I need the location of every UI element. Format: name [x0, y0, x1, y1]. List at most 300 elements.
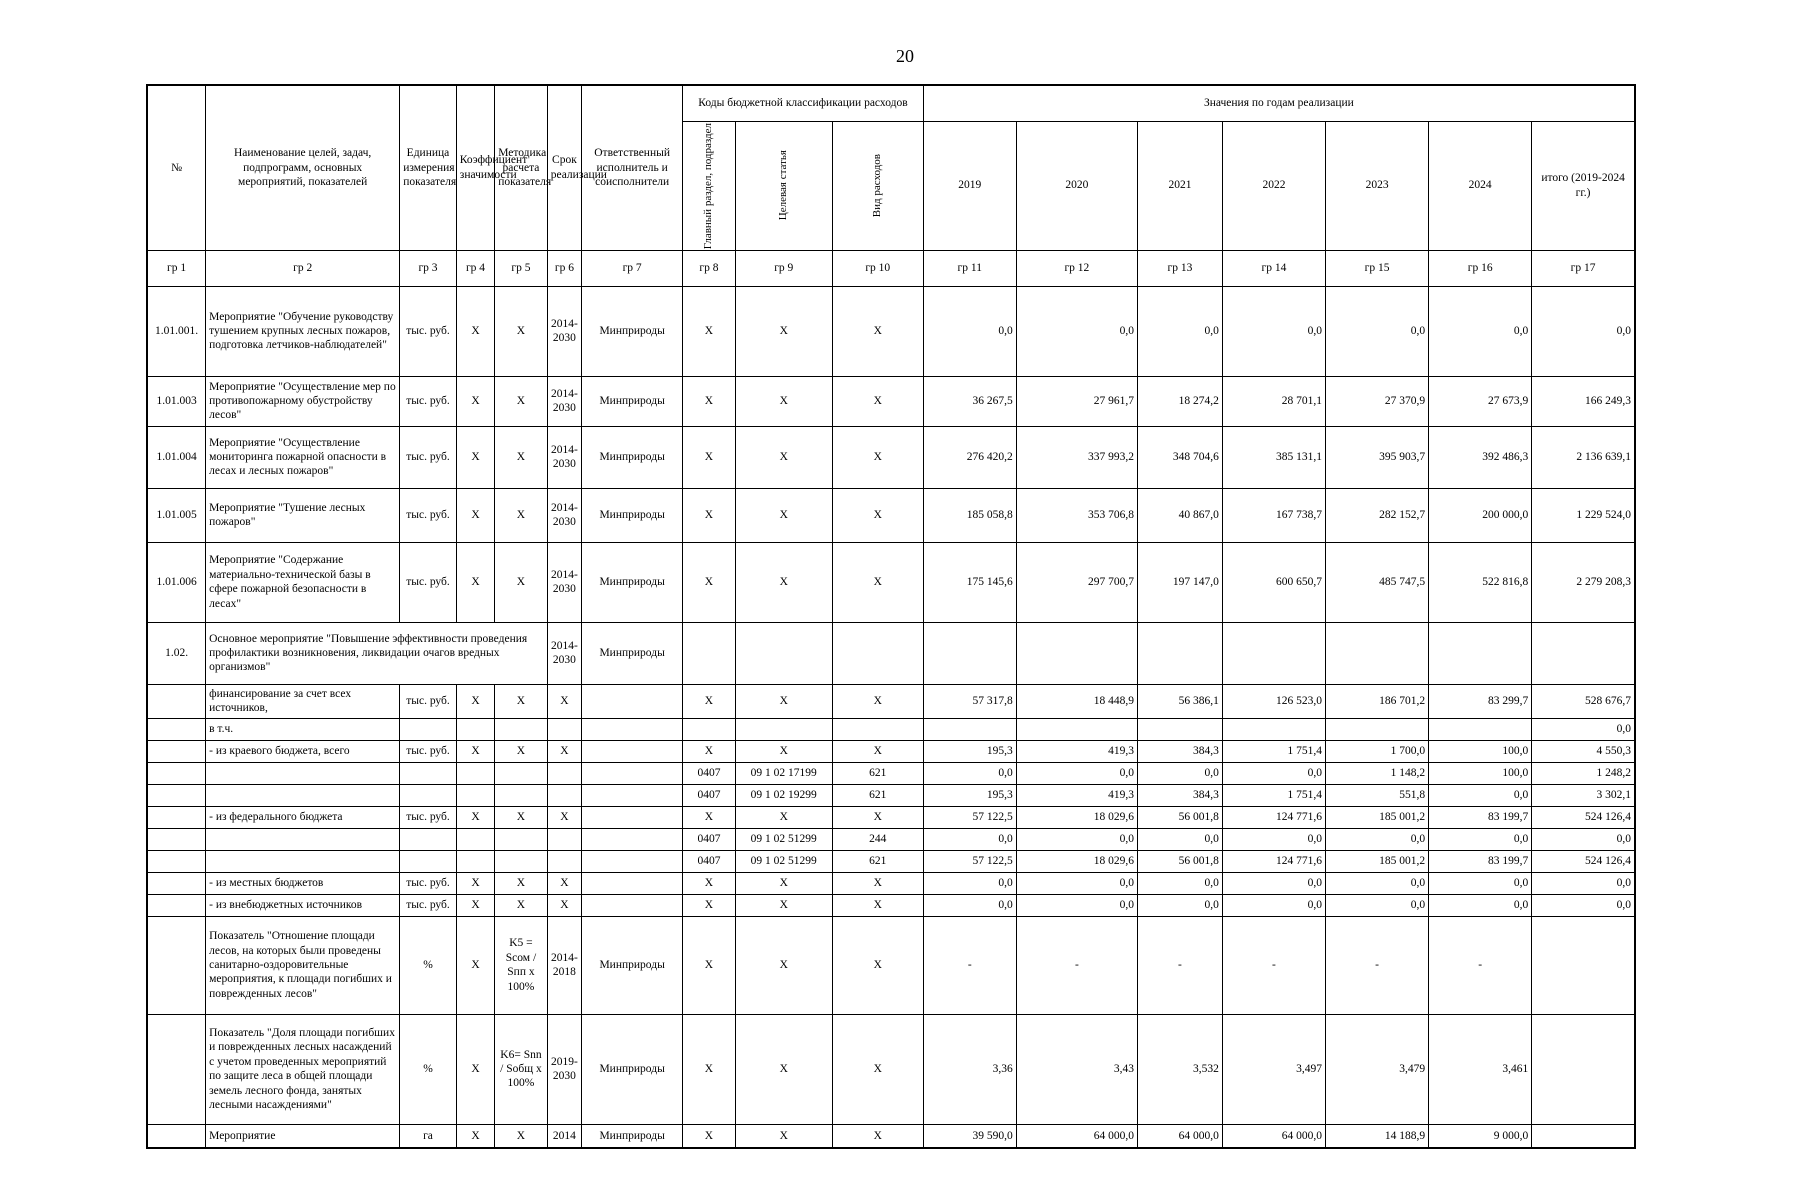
empty-cell: [1532, 622, 1635, 684]
row-coef: X: [456, 426, 494, 488]
row-code-target: 09 1 02 51299: [735, 828, 832, 850]
row-term: X: [547, 740, 581, 762]
empty-cell: [1016, 622, 1137, 684]
row-total: 2 136 639,1: [1532, 426, 1635, 488]
row-year-value: 297 700,7: [1016, 542, 1137, 622]
row-number: 1.02.: [147, 622, 206, 684]
header-codes-group: Коды бюджетной классификации расходов: [683, 85, 924, 121]
row-number: [147, 718, 206, 740]
row-code-section: X: [683, 806, 736, 828]
row-year-value: 185 001,2: [1326, 806, 1429, 828]
col-number: гр 16: [1429, 250, 1532, 286]
header-total: итого (2019-2024 гг.): [1532, 121, 1635, 250]
column-number-row: [147, 250, 1635, 286]
header-resp: Ответственный исполнитель и соисполнители: [582, 85, 683, 250]
row-code-type: [832, 718, 923, 740]
row-total: 1 248,2: [1532, 762, 1635, 784]
row-code-target: X: [735, 916, 832, 1014]
row-code-section: 0407: [683, 762, 736, 784]
row-year-value: 1 751,4: [1222, 740, 1325, 762]
row-year-value: -: [1222, 916, 1325, 1014]
row-number: [147, 784, 206, 806]
empty-cell: [1326, 622, 1429, 684]
row-name: [206, 828, 400, 850]
event-row: [147, 286, 1635, 376]
financing-row: [147, 850, 1635, 872]
row-year-value: 0,0: [1429, 784, 1532, 806]
row-year-value: 9 000,0: [1429, 1124, 1532, 1148]
row-year-value: 0,0: [923, 872, 1016, 894]
indicator-row: [147, 1124, 1635, 1148]
row-resp: Минприроды: [582, 488, 683, 542]
row-resp: Минприроды: [582, 916, 683, 1014]
row-year-value: 124 771,6: [1222, 850, 1325, 872]
row-code-section: 0407: [683, 784, 736, 806]
row-year-value: 56 386,1: [1138, 684, 1223, 718]
financing-row: [147, 718, 1635, 740]
row-year-value: 419,3: [1016, 784, 1137, 806]
row-method: X: [495, 740, 548, 762]
header-row-1: [147, 85, 1635, 121]
row-code-type: X: [832, 894, 923, 916]
row-total: 2 279 208,3: [1532, 542, 1635, 622]
row-code-section: X: [683, 684, 736, 718]
row-year-value: 0,0: [1222, 762, 1325, 784]
col-number: гр 9: [735, 250, 832, 286]
row-year-value: 27 673,9: [1429, 376, 1532, 426]
header-year: 2019: [923, 121, 1016, 250]
header-coef: Коэффициент значимости: [456, 85, 494, 250]
row-total: 0,0: [1532, 828, 1635, 850]
row-total: 0,0: [1532, 872, 1635, 894]
row-resp: [582, 850, 683, 872]
row-year-value: 0,0: [1016, 894, 1137, 916]
row-unit: [400, 828, 457, 850]
financing-row: [147, 828, 1635, 850]
row-method: X: [495, 376, 548, 426]
row-year-value: 485 747,5: [1326, 542, 1429, 622]
row-year-value: 348 704,6: [1138, 426, 1223, 488]
row-total: 0,0: [1532, 894, 1635, 916]
row-method: [495, 718, 548, 740]
row-year-value: 167 738,7: [1222, 488, 1325, 542]
header-year: 2023: [1326, 121, 1429, 250]
row-year-value: 0,0: [1138, 286, 1223, 376]
row-code-target: X: [735, 286, 832, 376]
col-number: гр 3: [400, 250, 457, 286]
row-year-value: 0,0: [1016, 286, 1137, 376]
row-year-value: 186 701,2: [1326, 684, 1429, 718]
header-year: 2021: [1138, 121, 1223, 250]
row-unit: тыс. руб.: [400, 894, 457, 916]
row-name: Мероприятие "Обучение руководству тушением крупных лесных пожаров, подготовка летчиков-наблюдателей": [206, 286, 400, 376]
row-number: [147, 762, 206, 784]
row-resp: [582, 894, 683, 916]
financing-row: [147, 762, 1635, 784]
row-year-value: [1222, 718, 1325, 740]
row-resp: Минприроды: [582, 426, 683, 488]
row-unit: тыс. руб.: [400, 426, 457, 488]
row-year-value: 175 145,6: [923, 542, 1016, 622]
header-name: Наименование целей, задач, подпрограмм, основных мероприятий, показателей: [206, 85, 400, 250]
row-method: X: [495, 488, 548, 542]
row-term: 2014-2030: [547, 542, 581, 622]
row-total: 528 676,7: [1532, 684, 1635, 718]
row-resp: Минприроды: [582, 286, 683, 376]
row-code-target: X: [735, 1014, 832, 1124]
row-year-value: 64 000,0: [1138, 1124, 1223, 1148]
row-method: [495, 762, 548, 784]
row-year-value: 83 299,7: [1429, 684, 1532, 718]
row-total: 524 126,4: [1532, 850, 1635, 872]
row-code-section: 0407: [683, 828, 736, 850]
row-coef: X: [456, 806, 494, 828]
row-name: [206, 762, 400, 784]
row-year-value: 1 700,0: [1326, 740, 1429, 762]
row-year-value: 3,461: [1429, 1014, 1532, 1124]
row-term: [547, 718, 581, 740]
row-year-value: 0,0: [923, 828, 1016, 850]
row-coef: [456, 784, 494, 806]
financing-row: [147, 784, 1635, 806]
event-row: [147, 426, 1635, 488]
row-year-value: 0,0: [1429, 872, 1532, 894]
row-number: 1.01.005: [147, 488, 206, 542]
row-number: [147, 1014, 206, 1124]
row-name: Мероприятие "Тушение лесных пожаров": [206, 488, 400, 542]
row-year-value: 0,0: [1138, 828, 1223, 850]
row-unit: %: [400, 916, 457, 1014]
row-unit: тыс. руб.: [400, 376, 457, 426]
row-unit: [400, 762, 457, 784]
row-year-value: 522 816,8: [1429, 542, 1532, 622]
row-total: [1532, 1014, 1635, 1124]
row-year-value: 0,0: [1326, 286, 1429, 376]
empty-cell: [1429, 622, 1532, 684]
row-code-type: X: [832, 376, 923, 426]
col-number: гр 13: [1138, 250, 1223, 286]
row-code-target: 09 1 02 19299: [735, 784, 832, 806]
row-number: [147, 740, 206, 762]
row-year-value: 124 771,6: [1222, 806, 1325, 828]
financing-row: [147, 740, 1635, 762]
row-method: X: [495, 1124, 548, 1148]
row-method: X: [495, 894, 548, 916]
row-year-value: 1 751,4: [1222, 784, 1325, 806]
row-code-type: X: [832, 916, 923, 1014]
row-code-target: X: [735, 376, 832, 426]
page-number: 20: [896, 46, 914, 66]
col-number: гр 15: [1326, 250, 1429, 286]
row-resp: [582, 718, 683, 740]
row-year-value: 1 148,2: [1326, 762, 1429, 784]
row-year-value: 18 029,6: [1016, 806, 1137, 828]
row-code-section: [683, 718, 736, 740]
row-code-type: X: [832, 426, 923, 488]
row-coef: X: [456, 872, 494, 894]
row-year-value: 100,0: [1429, 762, 1532, 784]
row-year-value: 83 199,7: [1429, 806, 1532, 828]
header-unit: Единица измерения показателя: [400, 85, 457, 250]
row-year-value: -: [1326, 916, 1429, 1014]
row-resp: Минприроды: [582, 542, 683, 622]
row-code-type: X: [832, 872, 923, 894]
indicator-row: [147, 1014, 1635, 1124]
row-resp: [582, 806, 683, 828]
empty-cell: [735, 622, 832, 684]
row-coef: [456, 828, 494, 850]
header-years-group: Значения по годам реализации: [923, 85, 1635, 121]
row-year-value: 3,497: [1222, 1014, 1325, 1124]
row-method: K6= Snn / Sобщ x 100%: [495, 1014, 548, 1124]
row-year-value: 0,0: [923, 286, 1016, 376]
row-code-section: X: [683, 740, 736, 762]
row-year-value: 0,0: [1326, 828, 1429, 850]
row-number: [147, 806, 206, 828]
row-year-value: 337 993,2: [1016, 426, 1137, 488]
row-resp: Минприроды: [582, 622, 683, 684]
financing-row: [147, 806, 1635, 828]
row-total: 1 229 524,0: [1532, 488, 1635, 542]
row-year-value: 185 058,8: [923, 488, 1016, 542]
row-year-value: 0,0: [923, 894, 1016, 916]
row-year-value: 197 147,0: [1138, 542, 1223, 622]
row-year-value: 600 650,7: [1222, 542, 1325, 622]
row-code-section: X: [683, 894, 736, 916]
row-number: 1.01.003: [147, 376, 206, 426]
row-code-type: 244: [832, 828, 923, 850]
row-code-section: 0407: [683, 850, 736, 872]
col-number: гр 6: [547, 250, 581, 286]
col-number: гр 12: [1016, 250, 1137, 286]
row-method: X: [495, 426, 548, 488]
row-code-target: X: [735, 542, 832, 622]
col-number: гр 8: [683, 250, 736, 286]
event-row: [147, 488, 1635, 542]
row-year-value: 0,0: [1138, 762, 1223, 784]
event-row: [147, 376, 1635, 426]
row-term: [547, 850, 581, 872]
row-code-target: X: [735, 806, 832, 828]
row-term: 2014-2030: [547, 426, 581, 488]
row-code-section: X: [683, 872, 736, 894]
row-unit: тыс. руб.: [400, 806, 457, 828]
row-number: [147, 894, 206, 916]
col-number: гр 14: [1222, 250, 1325, 286]
row-year-value: 18 448,9: [1016, 684, 1137, 718]
row-code-section: X: [683, 1014, 736, 1124]
row-year-value: -: [1429, 916, 1532, 1014]
main-event-row: [147, 622, 1635, 684]
row-total: 0,0: [1532, 286, 1635, 376]
row-term: 2014-2030: [547, 286, 581, 376]
row-term: 2014-2018: [547, 916, 581, 1014]
row-resp: [582, 684, 683, 718]
col-number: гр 11: [923, 250, 1016, 286]
row-year-value: -: [1138, 916, 1223, 1014]
row-year-value: 39 590,0: [923, 1124, 1016, 1148]
empty-cell: [832, 622, 923, 684]
row-name: - из внебюджетных источников: [206, 894, 400, 916]
row-code-target: X: [735, 1124, 832, 1148]
row-year-value: [1429, 718, 1532, 740]
row-year-value: 0,0: [1326, 872, 1429, 894]
row-year-value: 14 188,9: [1326, 1124, 1429, 1148]
row-year-value: 195,3: [923, 740, 1016, 762]
row-total: 4 550,3: [1532, 740, 1635, 762]
row-year-value: 551,8: [1326, 784, 1429, 806]
col-number: гр 2: [206, 250, 400, 286]
row-year-value: 0,0: [1016, 828, 1137, 850]
row-unit: [400, 718, 457, 740]
row-year-value: 40 867,0: [1138, 488, 1223, 542]
row-number: 1.01.004: [147, 426, 206, 488]
header-code-section: Главный раздел, подраздел: [683, 121, 736, 250]
row-coef: [456, 762, 494, 784]
row-total: 524 126,4: [1532, 806, 1635, 828]
row-resp: [582, 828, 683, 850]
row-name: в т.ч.: [206, 718, 400, 740]
row-year-value: 0,0: [923, 762, 1016, 784]
row-year-value: [1326, 718, 1429, 740]
row-code-type: X: [832, 1124, 923, 1148]
row-year-value: 419,3: [1016, 740, 1137, 762]
row-year-value: 195,3: [923, 784, 1016, 806]
row-unit: тыс. руб.: [400, 286, 457, 376]
row-year-value: 27 370,9: [1326, 376, 1429, 426]
row-year-value: 0,0: [1222, 828, 1325, 850]
row-year-value: 395 903,7: [1326, 426, 1429, 488]
row-year-value: 28 701,1: [1222, 376, 1325, 426]
row-coef: X: [456, 684, 494, 718]
col-number: гр 1: [147, 250, 206, 286]
row-unit: [400, 784, 457, 806]
row-total: [1532, 1124, 1635, 1148]
row-year-value: 64 000,0: [1222, 1124, 1325, 1148]
row-number: [147, 828, 206, 850]
row-year-value: 200 000,0: [1429, 488, 1532, 542]
row-resp: [582, 872, 683, 894]
empty-cell: [923, 622, 1016, 684]
header-code-target: Целевая статья: [735, 121, 832, 250]
row-coef: X: [456, 1014, 494, 1124]
row-code-target: 09 1 02 17199: [735, 762, 832, 784]
header-year: 2024: [1429, 121, 1532, 250]
row-code-target: 09 1 02 51299: [735, 850, 832, 872]
header-code-type: Вид расходов: [832, 121, 923, 250]
row-year-value: 0,0: [1222, 894, 1325, 916]
financing-row: [147, 684, 1635, 718]
row-name: Мероприятие: [206, 1124, 400, 1148]
row-year-value: 57 122,5: [923, 806, 1016, 828]
row-total: [1532, 916, 1635, 1014]
row-year-value: 392 486,3: [1429, 426, 1532, 488]
financing-row: [147, 872, 1635, 894]
row-code-type: 621: [832, 784, 923, 806]
row-coef: X: [456, 286, 494, 376]
row-year-value: 353 706,8: [1016, 488, 1137, 542]
empty-cell: [683, 622, 736, 684]
row-year-value: 3,36: [923, 1014, 1016, 1124]
row-number: 1.01.001.: [147, 286, 206, 376]
row-name: Показатель "Доля площади погибших и поврежденных лесных насаждений с учетом проведенных мероприятий по защите леса в общей площади земель лесного фонда, занятых лесными насаждениями": [206, 1014, 400, 1124]
row-method: X: [495, 684, 548, 718]
header-method: Методика расчета показателя: [495, 85, 548, 250]
row-number: [147, 916, 206, 1014]
row-method: [495, 850, 548, 872]
row-method: [495, 828, 548, 850]
row-method: X: [495, 542, 548, 622]
row-year-value: 57 122,5: [923, 850, 1016, 872]
row-term: 2014: [547, 1124, 581, 1148]
header-year: 2020: [1016, 121, 1137, 250]
row-year-value: 0,0: [1222, 872, 1325, 894]
row-year-value: 64 000,0: [1016, 1124, 1137, 1148]
row-code-section: X: [683, 916, 736, 1014]
row-unit: %: [400, 1014, 457, 1124]
row-year-value: 185 001,2: [1326, 850, 1429, 872]
budget-table: [146, 84, 1636, 1149]
row-unit: тыс. руб.: [400, 740, 457, 762]
row-name: - из местных бюджетов: [206, 872, 400, 894]
row-name: [206, 784, 400, 806]
row-resp: Минприроды: [582, 1014, 683, 1124]
row-coef: X: [456, 894, 494, 916]
row-term: [547, 762, 581, 784]
row-resp: Минприроды: [582, 1124, 683, 1148]
row-code-type: 621: [832, 762, 923, 784]
row-total: 166 249,3: [1532, 376, 1635, 426]
row-resp: [582, 762, 683, 784]
row-code-type: X: [832, 806, 923, 828]
row-year-value: 18 029,6: [1016, 850, 1137, 872]
row-name: - из краевого бюджета, всего: [206, 740, 400, 762]
row-unit: [400, 850, 457, 872]
row-year-value: 83 199,7: [1429, 850, 1532, 872]
row-method: X: [495, 286, 548, 376]
row-code-section: X: [683, 542, 736, 622]
row-coef: X: [456, 1124, 494, 1148]
row-method: X: [495, 806, 548, 828]
row-term: 2019-2030: [547, 1014, 581, 1124]
col-number: гр 5: [495, 250, 548, 286]
col-number: гр 10: [832, 250, 923, 286]
row-unit: тыс. руб.: [400, 684, 457, 718]
financing-row: [147, 894, 1635, 916]
row-method: X: [495, 872, 548, 894]
row-code-target: X: [735, 894, 832, 916]
row-term: [547, 784, 581, 806]
row-year-value: [1138, 718, 1223, 740]
row-year-value: 0,0: [1016, 762, 1137, 784]
col-number: гр 7: [582, 250, 683, 286]
header-year: 2022: [1222, 121, 1325, 250]
row-year-value: 0,0: [1429, 894, 1532, 916]
row-code-section: X: [683, 286, 736, 376]
row-year-value: 3,43: [1016, 1014, 1137, 1124]
row-code-section: X: [683, 488, 736, 542]
row-code-target: X: [735, 488, 832, 542]
row-term: X: [547, 872, 581, 894]
row-total: 0,0: [1532, 718, 1635, 740]
row-year-value: 0,0: [1429, 828, 1532, 850]
row-year-value: 0,0: [1429, 286, 1532, 376]
row-unit: тыс. руб.: [400, 488, 457, 542]
row-code-type: 621: [832, 850, 923, 872]
row-code-type: X: [832, 542, 923, 622]
row-code-target: X: [735, 426, 832, 488]
row-year-value: 18 274,2: [1138, 376, 1223, 426]
